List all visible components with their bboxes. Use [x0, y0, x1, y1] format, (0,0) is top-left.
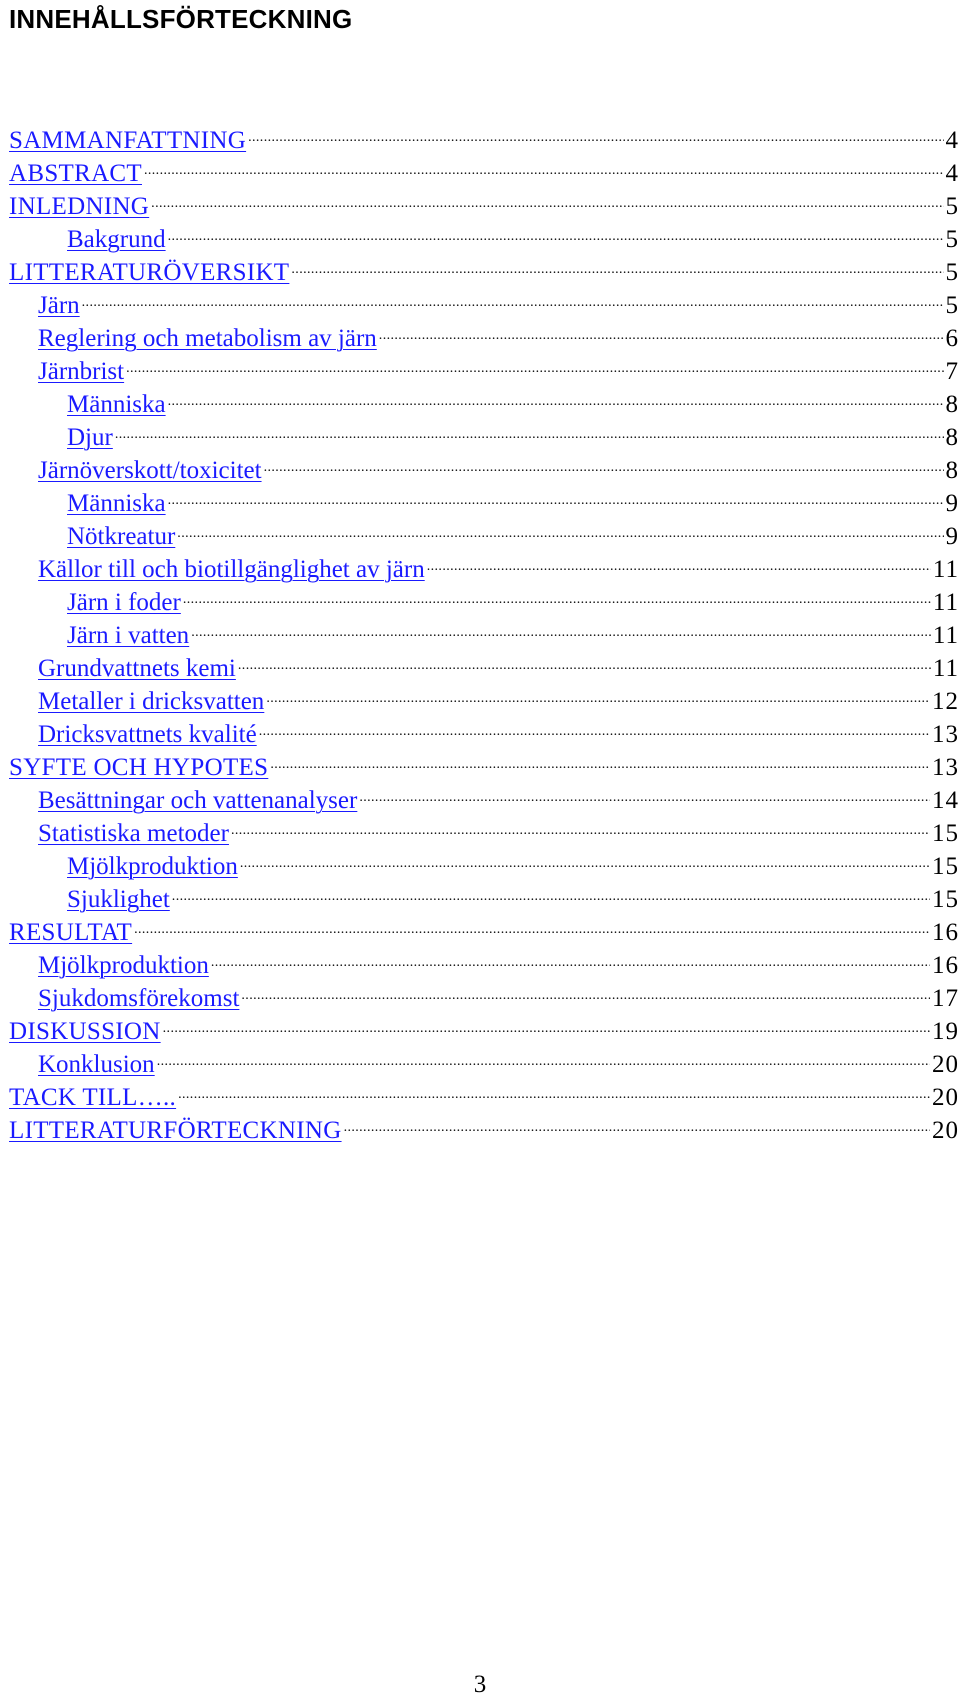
toc-entry-link[interactable]: Besättningar och vattenanalyser [38, 787, 358, 814]
toc-page-number: 5 [945, 193, 959, 220]
toc-page-number: 20 [932, 1084, 959, 1111]
toc-dot-leader [144, 148, 944, 181]
toc-entry-link[interactable]: Reglering och metabolism av järn [38, 325, 377, 352]
toc-page-number: 16 [932, 952, 959, 979]
toc-dot-leader [270, 742, 930, 775]
toc-entry-link[interactable]: Bakgrund [67, 226, 166, 253]
toc-page-number: 11 [932, 556, 959, 583]
toc-page-number: 8 [945, 424, 959, 451]
toc-page-number: 15 [932, 820, 959, 847]
toc-dot-leader [359, 775, 930, 808]
page-title: INNEHÅLLSFÖRTECKNING [9, 4, 353, 34]
toc-entry-link[interactable]: Järn i foder [67, 589, 181, 616]
toc-page-number: 4 [945, 160, 959, 187]
toc-entry-link[interactable]: Grundvattnets kemi [38, 655, 236, 682]
toc-page-number: 11 [932, 655, 959, 682]
toc-entry [9, 940, 959, 979]
toc-dot-leader [266, 676, 930, 709]
toc-dot-leader [238, 643, 931, 676]
toc-entry [9, 280, 959, 319]
toc-entry-link[interactable]: SAMMANFATTNING [9, 127, 247, 154]
page-number: 3 [473, 1671, 487, 1698]
toc-dot-leader [264, 445, 944, 478]
toc-entry-link[interactable]: Djur [67, 424, 113, 451]
toc-entry-link[interactable]: ABSTRACT [9, 160, 142, 187]
toc-page-number: 12 [932, 688, 959, 715]
toc-page-number: 20 [932, 1117, 959, 1144]
toc-entry [9, 115, 959, 154]
toc-entry-link[interactable]: Metaller i dricksvatten [38, 688, 265, 715]
toc-entry-link[interactable]: LITTERATURFÖRTECKNING [9, 1117, 342, 1144]
toc-entry-link[interactable]: Dricksvattnets kvalité [38, 721, 257, 748]
toc-entry-link[interactable]: Konklusion [38, 1051, 155, 1078]
toc-entry-link[interactable]: Källor till och biotillgänglighet av järn [38, 556, 425, 583]
toc-entry-link[interactable]: Järn [38, 292, 80, 319]
toc-dot-leader [427, 544, 931, 577]
toc-dot-leader [183, 577, 931, 610]
toc-entry [9, 907, 959, 946]
toc-page-number: 9 [945, 523, 959, 550]
toc-dot-leader [115, 412, 944, 445]
toc-page-number: 7 [945, 358, 959, 385]
toc-page-number: 8 [945, 457, 959, 484]
toc-page-number: 8 [945, 391, 959, 418]
toc-dot-leader [240, 841, 930, 874]
toc-dot-leader [379, 313, 944, 346]
toc-entry [9, 379, 959, 418]
toc-entry [9, 181, 959, 220]
toc-dot-leader [211, 940, 930, 973]
toc-dot-leader [157, 1039, 930, 1072]
toc-dot-leader [163, 1006, 930, 1039]
toc-page-number: 13 [932, 721, 959, 748]
toc-entry [9, 445, 959, 484]
toc-entry-link[interactable]: Sjuklighet [67, 886, 170, 913]
toc-entry-link[interactable]: SYFTE OCH HYPOTES [9, 754, 269, 781]
toc-entry-link[interactable]: Järnöverskott/toxicitet [38, 457, 262, 484]
toc-entry [9, 346, 959, 385]
toc-entry-link[interactable]: Statistiska metoder [38, 820, 229, 847]
toc-entry-link[interactable]: INLEDNING [9, 193, 150, 220]
toc-dot-leader [259, 709, 930, 742]
toc-page-number: 5 [945, 292, 959, 319]
toc-page-number: 5 [945, 226, 959, 253]
toc-page-number: 14 [932, 787, 959, 814]
toc-dot-leader [178, 1072, 930, 1105]
toc-entry-link[interactable]: Människa [67, 391, 166, 418]
toc-dot-leader [134, 907, 930, 940]
toc-page-number: 20 [932, 1051, 959, 1078]
toc-dot-leader [82, 280, 944, 313]
toc-dot-leader [168, 214, 944, 247]
toc-dot-leader [241, 973, 930, 1006]
toc-entry-link[interactable]: Människa [67, 490, 166, 517]
toc-dot-leader [126, 346, 943, 379]
toc-page-number: 6 [945, 325, 959, 352]
toc-dot-leader [168, 379, 944, 412]
toc-entry-link[interactable]: Järnbrist [38, 358, 125, 385]
toc-page-number: 15 [932, 886, 959, 913]
toc-page-number: 17 [932, 985, 959, 1012]
toc-page-number: 9 [945, 490, 959, 517]
toc-page-number: 15 [932, 853, 959, 880]
toc-dot-leader [151, 181, 943, 214]
toc-dot-leader [291, 247, 943, 280]
toc-dot-leader [191, 610, 931, 643]
toc-dot-leader [168, 478, 944, 511]
toc-dot-leader [172, 874, 930, 907]
toc-page-number: 4 [945, 127, 959, 154]
toc-entry-link[interactable]: Sjukdomsförekomst [38, 985, 240, 1012]
toc-entry [9, 214, 959, 253]
toc-entry [9, 148, 959, 187]
toc-dot-leader [231, 808, 930, 841]
toc-page-number: 11 [932, 589, 959, 616]
toc-entry-link[interactable]: Nötkreatur [67, 523, 176, 550]
toc-page-number: 19 [932, 1018, 959, 1045]
toc-entry [9, 412, 959, 451]
toc-entry-link[interactable]: LITTERATURÖVERSIKT [9, 259, 290, 286]
toc-page-number: 16 [932, 919, 959, 946]
toc-entry-link[interactable]: Järn i vatten [67, 622, 190, 649]
toc-entry-link[interactable]: DISKUSSION [9, 1018, 161, 1045]
toc-dot-leader [248, 115, 943, 148]
toc-dot-leader [177, 511, 943, 544]
toc-entry-link[interactable]: TACK TILL….. [9, 1084, 177, 1111]
toc-entry-link[interactable]: Mjölkproduktion [38, 952, 209, 979]
toc-entry-link[interactable]: Mjölkproduktion [67, 853, 238, 880]
toc-dot-leader [344, 1105, 930, 1138]
toc-entry-link[interactable]: RESULTAT [9, 919, 133, 946]
toc-entry [9, 313, 959, 352]
toc-page-number: 11 [932, 622, 959, 649]
toc-page-number: 5 [945, 259, 959, 286]
toc-page-number: 13 [932, 754, 959, 781]
table-of-contents [9, 115, 959, 1144]
